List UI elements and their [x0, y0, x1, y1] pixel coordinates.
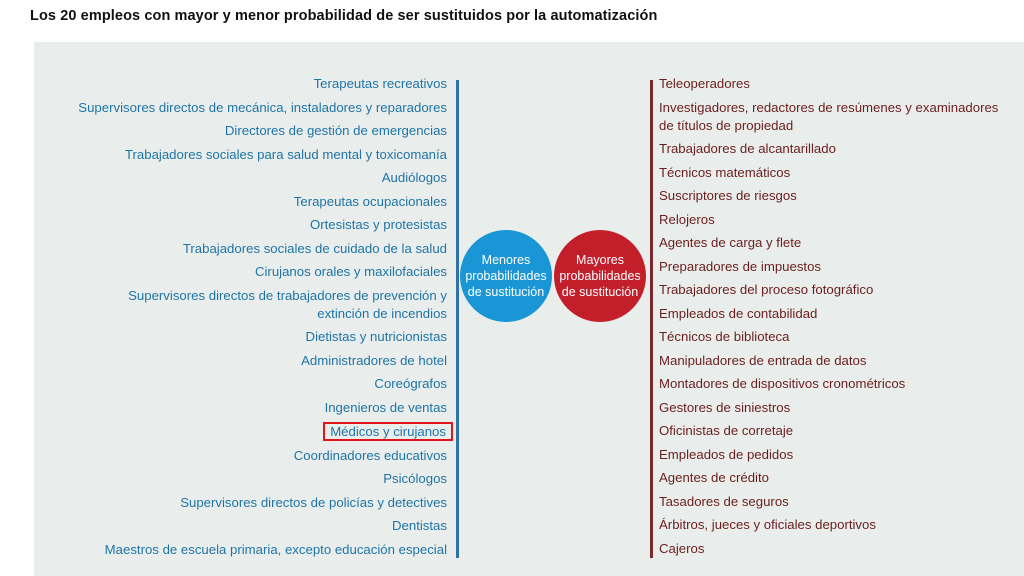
list-item: Terapeutas recreativos	[313, 76, 447, 91]
list-item: Manipuladores de entrada de datos	[659, 352, 867, 368]
high-risk-circle-label: Mayores probabilidades de sustitución	[559, 253, 641, 299]
list-item: Agentes de crédito	[659, 470, 769, 485]
list-item: Ingenieros de ventas	[324, 399, 447, 415]
list-item: Dietistas y nutricionistas	[305, 329, 447, 344]
list-item: Trabajadores del proceso fotográfico	[659, 282, 874, 297]
list-item: Tasadores de seguros	[659, 493, 789, 509]
low-risk-circle	[460, 230, 552, 322]
list-item: Cirujanos orales y maxilofaciales	[254, 264, 447, 279]
list-item: Supervisores directos de trabajadores de prevención y extinción de incendios	[128, 287, 447, 321]
diagram-panel	[34, 42, 1024, 576]
list-item: Árbitros, jueces y oficiales deportivos	[659, 517, 876, 532]
list-item: Coordinadores educativos	[293, 447, 447, 463]
list-item: Cajeros	[659, 540, 705, 556]
list-item: Terapeutas ocupacionales	[293, 193, 447, 209]
list-item: Suscriptores de riesgos	[659, 188, 797, 203]
list-item: Montadores de dispositivos cronométricos	[659, 376, 906, 391]
list-item: Ortesistas y protesistas	[309, 217, 447, 232]
list-item: Agentes de carga y flete	[659, 235, 802, 250]
list-item: Trabajadores sociales para salud mental y toxicomanía	[124, 146, 447, 162]
list-item: Oficinistas de corretaje	[659, 423, 794, 438]
list-item: Maestros de escuela primaria, excepto educación especial	[104, 541, 447, 557]
list-item: Empleados de contabilidad	[659, 305, 818, 321]
list-item: Empleados de pedidos	[659, 446, 794, 462]
list-item: Psicólogos	[383, 471, 447, 486]
high-risk-divider	[650, 80, 653, 558]
list-item: Audiólogos	[381, 170, 447, 185]
list-item: Preparadores de impuestos	[659, 258, 822, 274]
low-risk-list	[67, 75, 447, 564]
list-item: Trabajadores sociales de cuidado de la salud	[182, 240, 447, 256]
list-item: Supervisores directos de policías y detectives	[180, 494, 447, 510]
list-item: Relojeros	[659, 211, 715, 227]
list-item: Teleoperadores	[659, 76, 750, 91]
list-item: Gestores de siniestros	[659, 399, 791, 415]
low-risk-divider	[456, 80, 459, 558]
list-item: Técnicos de biblioteca	[659, 329, 790, 344]
list-item: Trabajadores de alcantarillado	[659, 141, 836, 156]
list-item: Directores de gestión de emergencias	[224, 123, 447, 138]
page-title: Los 20 empleos con mayor y menor probabilidad de ser sustituidos por la automatización	[30, 8, 658, 24]
list-item: Supervisores directos de mecánica, instaladores y reparadores	[78, 99, 447, 115]
highlight-box: Médicos y cirujanos	[323, 422, 453, 441]
high-risk-list	[659, 75, 1014, 563]
list-item: Coreógrafos	[374, 376, 447, 391]
list-item: Administradores de hotel	[301, 352, 447, 368]
highlighted-list-item	[67, 422, 447, 441]
list-item: Técnicos matemáticos	[659, 164, 791, 180]
low-risk-circle-label: Menores probabilidades de sustitución	[465, 253, 547, 299]
list-item: Investigadores, redactores de resúmenes y examinadores de títulos de propiedad	[659, 99, 999, 133]
list-item: Dentistas	[392, 518, 447, 533]
high-risk-circle	[554, 230, 646, 322]
